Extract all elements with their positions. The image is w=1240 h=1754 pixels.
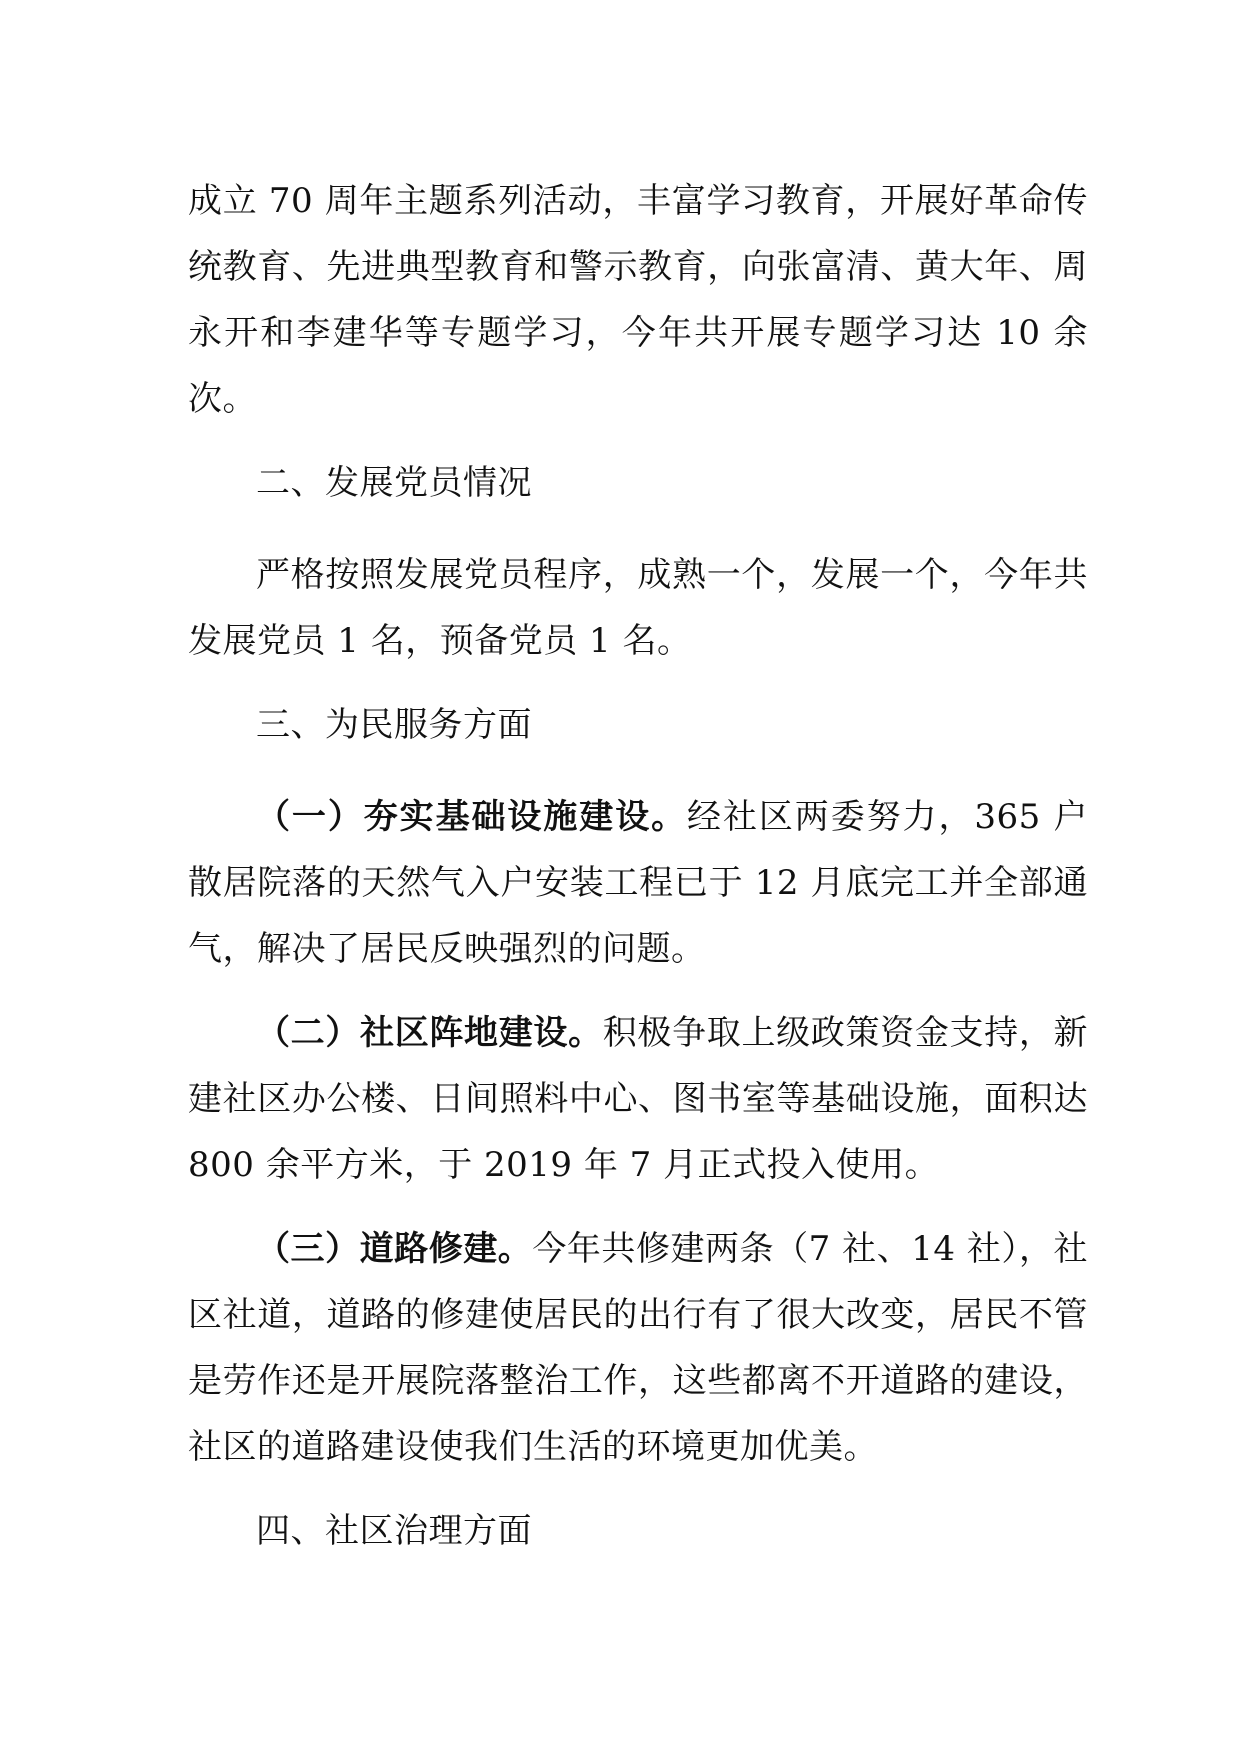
paragraph-continuation: 成立 70 周年主题系列活动，丰富学习教育，开展好革命传统教育、先进典型教育和警示教育，向张富清、黄大年、周永开和李建华等专题学习，今年共开展专题学习达 10 余次。 xyxy=(188,181,1088,419)
section-heading-community-governance: 四、社区治理方面 xyxy=(256,1511,532,1551)
paragraph-community-facilities xyxy=(188,1000,1088,1198)
item-text-road-construction: 今年共修建两条（7 社、14 社），社区社道，道路的修建使居民的出行有了很大改变，居民不管是劳作还是开展院落整治工作，这些都离不开道路的建设，社区的道路建设使我们生活的环境更加优美。 xyxy=(188,1229,1088,1467)
item-lead-community-facilities: （二）社区阵地建设。 xyxy=(256,1013,603,1053)
item-lead-road-construction: （三）道路修建。 xyxy=(256,1229,533,1269)
section-heading-party-development: 二、发展党员情况 xyxy=(256,463,532,503)
section-heading-public-service: 三、为民服务方面 xyxy=(256,705,532,745)
item-text-community-facilities: 积极争取上级政策资金支持，新建社区办公楼、日间照料中心、图书室等基础设施，面积达 800 余平方米，于 2019 年 7 月正式投入使用。 xyxy=(188,1013,1089,1185)
document-page xyxy=(188,168,1088,1590)
paragraph-infrastructure xyxy=(188,784,1088,982)
paragraph-party-development: 严格按照发展党员程序，成熟一个，发展一个，今年共发展党员 1 名，预备党员 1 名。 xyxy=(188,555,1088,661)
item-lead-infrastructure: （一）夯实基础设施建设。 xyxy=(256,797,688,837)
paragraph-road-construction xyxy=(188,1216,1088,1480)
item-text-infrastructure: 经社区两委努力，365 户散居院落的天然气入户安装工程已于 12 月底完工并全部通气，解决了居民反映强烈的问题。 xyxy=(188,797,1089,969)
